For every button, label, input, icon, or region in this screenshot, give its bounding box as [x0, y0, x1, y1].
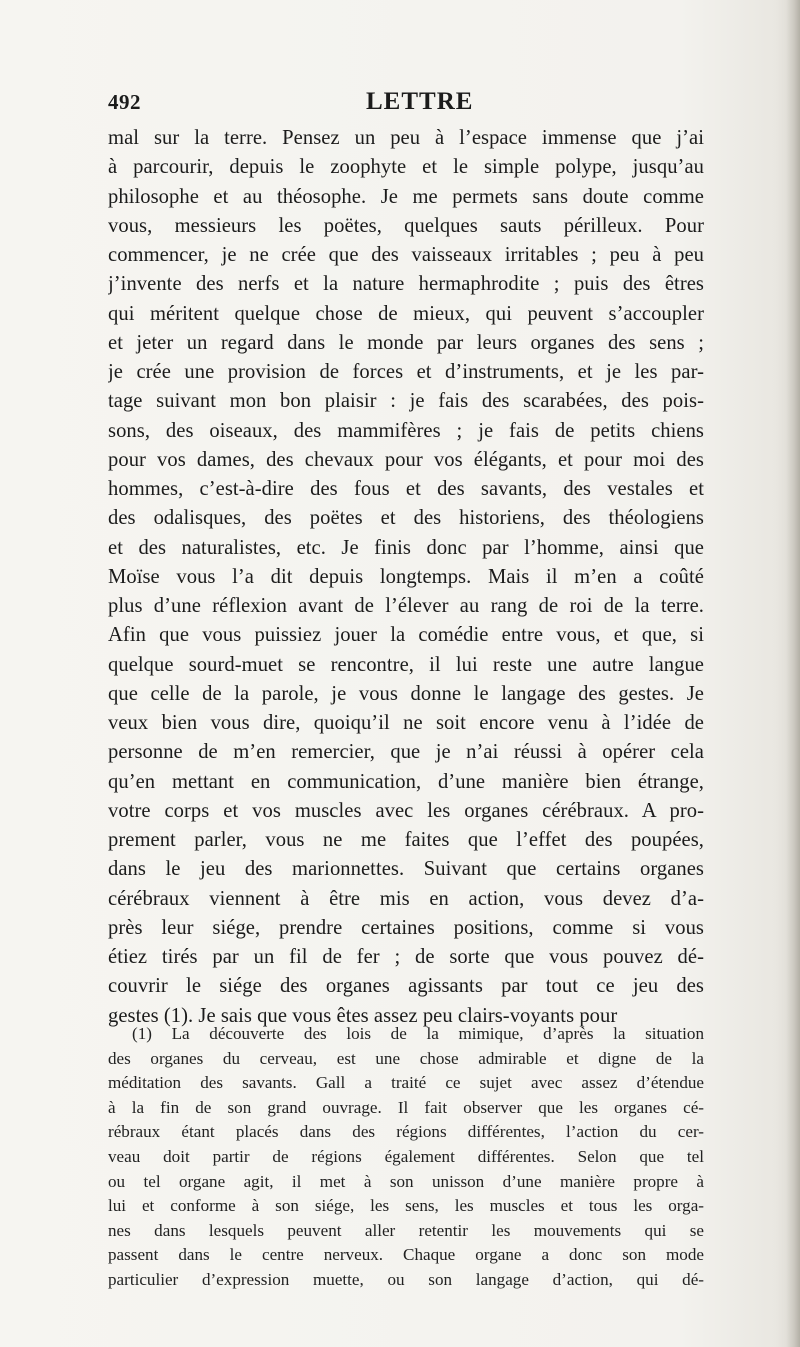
body-line: que celle de la parole, je vous donne le langage des gestes. Je: [108, 682, 704, 705]
body-line: votre corps et vos muscles avec les organes cérébraux. A pro-: [108, 799, 704, 822]
body-line: dans le jeu des marionnettes. Suivant que certains organes: [108, 858, 704, 881]
body-line: et des naturalistes, etc. Je finis donc par l’homme, ainsi que: [108, 536, 704, 559]
body-line: hommes, c’est-à-dire des fous et des savants, des vestales et: [108, 478, 704, 500]
running-head: [108, 90, 703, 126]
body-line: Moïse vous l’a dit depuis longtemps. Mais il m’en a coûté: [108, 565, 704, 588]
body-line: des odalisques, des poëtes et des historiens, des théologiens: [108, 507, 704, 530]
footnote-line: rébraux étant placés dans des régions différentes, l’action du cer-: [108, 1122, 704, 1142]
footnote-line: à la fin de son grand ouvrage. Il fait observer que les organes cé-: [108, 1097, 704, 1117]
body-line: tage suivant mon bon plaisir : je fais des scarabées, des pois-: [108, 390, 704, 413]
body-line: près leur siége, prendre certaines positions, comme si vous: [108, 916, 704, 939]
footnote-line: nes dans lesquels peuvent aller retentir les mouvements qui se: [108, 1220, 704, 1240]
body-line: quelque sourd-muet se rencontre, il lui reste une autre langue: [108, 653, 704, 676]
body-line: sons, des oiseaux, des mammifères ; je fais de petits chiens: [108, 419, 704, 442]
body-line: j’invente des nerfs et la nature hermaphrodite ; puis des êtres: [108, 273, 704, 296]
footnote-line: particulier d’expression muette, ou son langage d’action, qui dé-: [108, 1269, 704, 1289]
footnote: [108, 1022, 704, 1293]
body-line: pour vos dames, des chevaux pour vos élégants, et pour moi des: [108, 448, 704, 471]
body-line: plus d’une réflexion avant de l’élever au rang de roi de la terre.: [108, 595, 704, 617]
body-line: gestes (1). Je sais que vous êtes assez peu clairs-voyants pour: [108, 1004, 618, 1027]
body-line: et jeter un regard dans le monde par leurs organes des sens ;: [108, 331, 704, 354]
running-title: LETTRE: [366, 88, 474, 115]
body-line: vous, messieurs les poëtes, quelques sauts périlleux. Pour: [108, 214, 704, 237]
body-line: prement parler, vous ne me faites que l’effet des poupées,: [108, 829, 704, 851]
body-line: cérébraux viennent à être mis en action, vous devez d’a-: [108, 887, 704, 910]
footnote-line: lui et conforme à son siége, les sens, les muscles et tous les orga-: [108, 1196, 704, 1216]
body-line: étiez tirés par un fil de fer ; de sorte que vous pouvez dé-: [108, 946, 704, 968]
body-line: philosophe et au théosophe. Je me permets sans doute comme: [108, 185, 704, 208]
body-line: qu’en mettant en communication, d’une manière bien étrange,: [108, 770, 704, 793]
body-line: mal sur la terre. Pensez un peu à l’espace immense que j’ai: [108, 127, 704, 149]
footnote-line: méditation des savants. Gall a traité ce sujet avec assez d’étendue: [108, 1073, 704, 1093]
body-line: je crée une provision de forces et d’instruments, et je les par-: [108, 361, 704, 383]
footnote-line: des organes du cerveau, est une chose admirable et digne de la: [108, 1048, 704, 1068]
body-line: qui méritent quelque chose de mieux, qui peuvent s’accoupler: [108, 302, 704, 325]
footnote-line: passent dans le centre nerveux. Chaque organe a donc son mode: [108, 1245, 704, 1265]
body-line: commencer, je ne crée que des vaisseaux irritables ; peu à peu: [108, 244, 704, 266]
page-edge-shadow: [786, 0, 800, 1347]
body-line: Afin que vous puissiez jouer la comédie entre vous, et que, si: [108, 624, 704, 647]
page-number: 492: [108, 90, 141, 114]
body-line: à parcourir, depuis le zoophyte et le simple polype, jusqu’au: [108, 156, 704, 179]
footnote-line: (1) La découverte des lois de la mimique, d’après la situation: [132, 1024, 704, 1043]
body-line: personne de m’en remercier, que je n’ai réussi à opérer cela: [108, 741, 704, 764]
footnote-line: veau doit partir de régions également différentes. Selon que tel: [108, 1146, 704, 1166]
body-line: couvrir le siége des organes agissants par tout ce jeu des: [108, 975, 704, 998]
body-text: [108, 124, 704, 1031]
footnote-line: ou tel organe agit, il met à son unisson d’une manière propre à: [108, 1171, 704, 1191]
body-line: veux bien vous dire, quoiqu’il ne soit encore venu à l’idée de: [108, 712, 704, 734]
